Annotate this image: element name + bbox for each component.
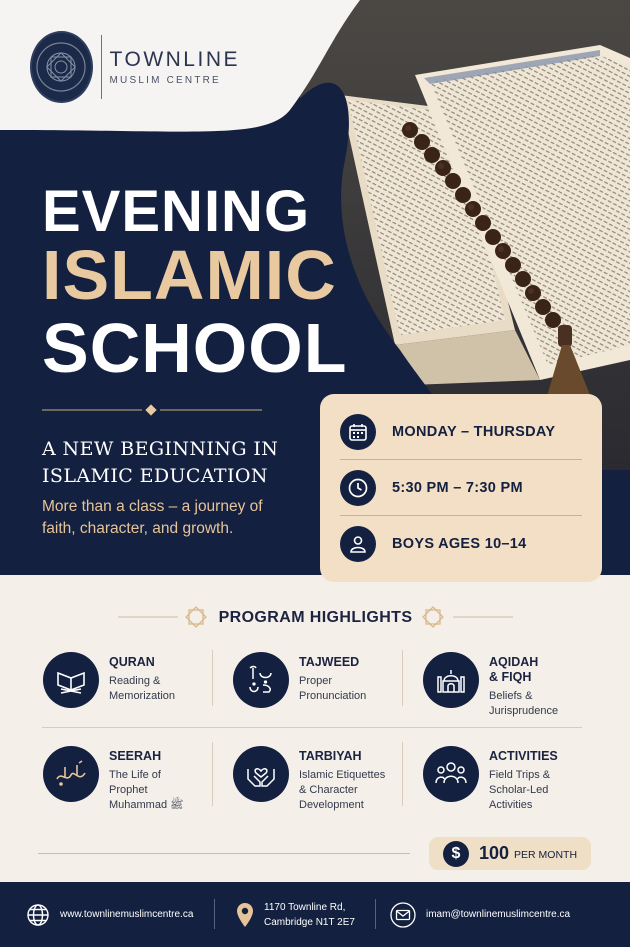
person-icon	[340, 526, 376, 562]
footer	[0, 882, 630, 947]
highlights-title: PROGRAM HIGHLIGHTS	[218, 609, 413, 626]
website-link[interactable]: www.townlinemuslimcentre.ca	[60, 909, 194, 920]
mail-icon	[390, 902, 416, 928]
highlight-desc: Reading & Memorization	[109, 675, 176, 702]
highlight-title: TARBIYAH	[299, 749, 362, 763]
footer-website[interactable]	[26, 882, 193, 947]
highlight-activities	[423, 746, 558, 813]
clock-icon	[340, 470, 376, 506]
group-icon	[423, 746, 479, 802]
logo-text	[110, 48, 240, 85]
logo	[30, 26, 240, 108]
quran-stand-icon	[43, 652, 99, 708]
divider	[402, 742, 403, 806]
schedule-time	[340, 460, 582, 516]
footer-divider	[214, 899, 215, 929]
highlight-title: TAJWEED	[299, 655, 360, 669]
schedule-audience	[340, 516, 582, 572]
brand-name: TOWNLINE	[109, 48, 240, 72]
highlight-seerah	[43, 746, 183, 813]
tagline	[42, 496, 312, 540]
highlights-header	[118, 603, 513, 631]
location-pin-icon	[236, 902, 254, 928]
schedule-time-text: 5:30 PM – 7:30 PM	[392, 479, 523, 496]
footer-divider	[375, 899, 376, 929]
calendar-icon	[340, 414, 376, 450]
divider	[42, 727, 582, 728]
brand-subname: MUSLIM CENTRE	[109, 74, 221, 86]
schedule-audience-text: BOYS AGES 10–14	[392, 536, 527, 552]
mosque-icon	[423, 652, 479, 708]
schedule-days-text: MONDAY – THURSDAY	[392, 423, 556, 440]
subtitle-line-2: ISLAMIC EDUCATION	[42, 465, 268, 487]
title-islamic: ISLAMIC	[42, 236, 337, 314]
schedule-card	[320, 394, 602, 582]
price-unit: PER MONTH	[514, 849, 578, 861]
footer-address	[236, 882, 355, 947]
highlight-quran	[43, 652, 175, 708]
calligraphy-icon	[43, 746, 99, 802]
price-amount: 100	[479, 843, 510, 863]
tagline-line-2: faith, character, and growth.	[42, 520, 234, 537]
divider	[212, 742, 213, 806]
highlight-desc: Beliefs & Jurisprudence	[489, 690, 559, 717]
footer-email[interactable]	[390, 882, 570, 947]
highlight-tarbiyah	[233, 746, 385, 813]
tagline-line-1: More than a class – a journey of	[42, 498, 263, 515]
highlight-tajweed	[233, 652, 366, 708]
title-ornament-divider	[42, 403, 262, 417]
address-text: 1170 Townline Rd, Cambridge N1T 2E7	[264, 901, 355, 928]
price-divider	[38, 853, 410, 854]
logo-divider	[101, 35, 102, 99]
logo-emblem-icon	[30, 31, 93, 103]
globe-icon	[26, 903, 50, 927]
subtitle-line-1: A NEW BEGINNING IN	[42, 438, 279, 460]
highlight-desc: Proper Pronunciation	[299, 675, 367, 702]
title-evening: EVENING	[42, 179, 311, 244]
email-link[interactable]: imam@townlinemuslimcentre.ca	[426, 909, 571, 920]
highlight-title: ACTIVITIES	[489, 749, 558, 763]
highlight-desc: The Life of Prophet Muhammad ﷺ	[109, 769, 184, 811]
highlight-title: SEERAH	[109, 749, 162, 763]
subtitle	[42, 436, 302, 490]
arabic-letters-icon	[233, 652, 289, 708]
dollar-icon: $	[443, 841, 469, 867]
highlight-title: AQIDAH & FIQH	[489, 655, 539, 684]
title-school: SCHOOL	[42, 309, 348, 387]
highlight-title: QURAN	[109, 655, 155, 669]
divider	[212, 650, 213, 706]
divider	[402, 650, 403, 706]
price-badge	[429, 837, 591, 870]
schedule-days	[340, 404, 582, 460]
highlight-desc: Islamic Etiquettes & Character Development	[299, 769, 386, 811]
hands-heart-icon	[233, 746, 289, 802]
highlight-desc: Field Trips & Scholar-Led Activities	[489, 769, 551, 811]
highlight-aqidah	[423, 652, 558, 719]
